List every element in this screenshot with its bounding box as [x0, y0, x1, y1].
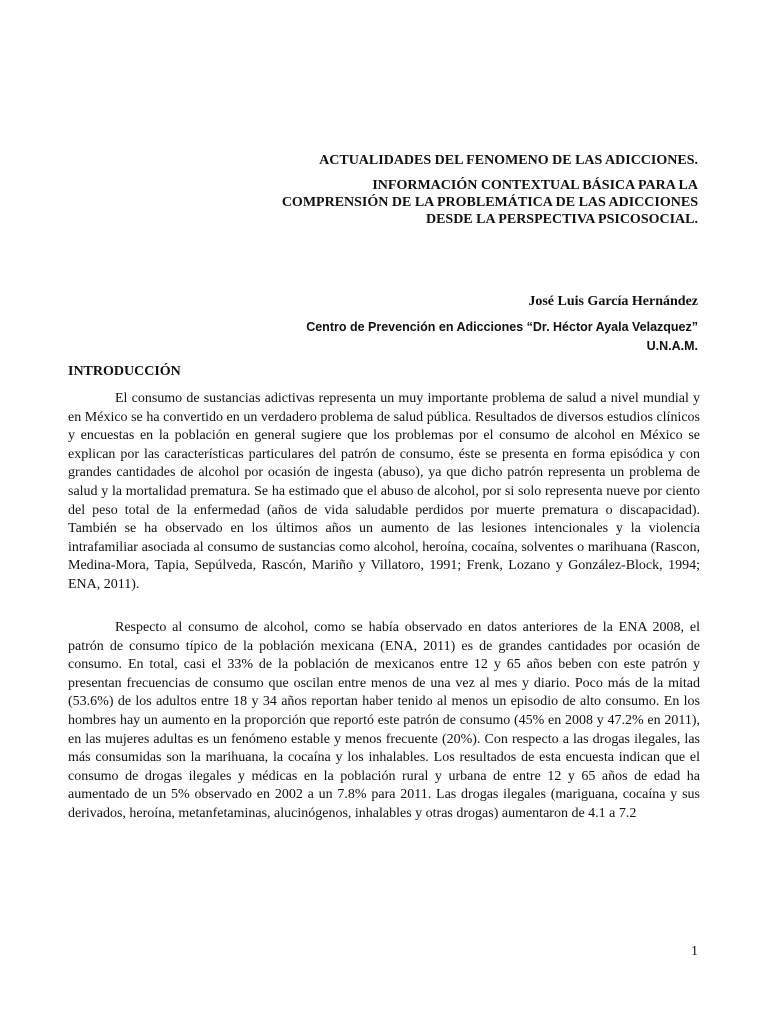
title-line-3: COMPRENSIÓN DE LA PROBLEMÁTICA DE LAS ADICCIONES [281, 195, 698, 210]
affiliation-university: U.N.A.M. [646, 339, 698, 353]
affiliation-center: Centro de Prevención en Adicciones “Dr. Héctor Ayala Velazquez” [306, 320, 698, 334]
paragraph-2: Respecto al consumo de alcohol, como se había observado en datos anteriores de la ENA 2008, el patrón de consumo típico de la población mexicana (ENA, 2011) es de grandes cantidades por ocasión de consumo. En total, casi el 33% de la población de mexicanos entre 12 y 65 años beben con este patrón y presentan frecuencias de consumo que oscilan entre menos de una vez al mes y diario. Poco más de la mitad (53.6%) de los adultos entre 18 y 34 años reportan haber tenido al menos un episodio de alto consumo. En los hombres hay un aumento en la proporción que reportó este patrón de consumo (45% en 2008 y 47.2% en 2011), en las mujeres adultas es un fenómeno estable y menos frecuente (20%). Con respecto a las drogas ilegales, las más consumidas son la marihuana, la cocaína y los inhalables. Los resultados de esta encuesta indican que el consumo de drogas ilegales y médicas en la población rural y urbana de entre 12 y 65 años de edad ha aumentado de un 5% observado en 2002 a un 7.8% para 2011. Las drogas ilegales (mariguana, cocaína y sus derivados, heroína, metanfetaminas, alucinógenos, inhalables y otras drogas) aumentaron de 4.1 a 7.2 [68, 620, 700, 821]
author-name: José Luis García Hernández [528, 294, 698, 309]
title-gap [178, 169, 698, 177]
paragraph-1: El consumo de sustancias adictivas representa un muy importante problema de salud a nivel mundial y en México se ha convertido en un verdadero problema de salud pública. Resultados de diversos estudios clínicos y encuestas en la población en general sugiere que los problemas por el consumo de alcohol en México se explican por las características particulares del patrón de consumo, éste se presenta en forma episódica y con grandes cantidades de alcohol por ocasión de ingesta (abuso), ya que dicho patrón representa un problema de salud y la mortalidad prematura. Se ha estimado que el abuso de alcohol, por si solo representa nueve por ciento del peso total de la enfermedad (años de vida saludable perdidos por muerte prematura o discapacidad). También se ha observado en los últimos años un aumento de las lesiones intencionales y la violencia intrafamiliar asociada al consumo de sustancias como alcohol, heroína, cocaína, solventes o marihuana (Rascon, Medina-Mora, Tapia, Sepúlveda, Rascón, Mariño y Villatoro, 1991; Frenk, Lozano y González-Block, 1994; ENA, 2011). [68, 391, 700, 592]
document-title [178, 152, 698, 228]
page-number: 1 [691, 944, 698, 959]
section-heading-introduction: INTRODUCCIÓN [68, 364, 181, 379]
title-line-2: INFORMACIÓN CONTEXTUAL BÁSICA PARA LA [372, 178, 698, 193]
title-line-4: DESDE LA PERSPECTIVA PSICOSOCIAL. [425, 212, 698, 227]
title-line-1: ACTUALIDADES DEL FENOMENO DE LAS ADICCIONES. [319, 153, 698, 168]
